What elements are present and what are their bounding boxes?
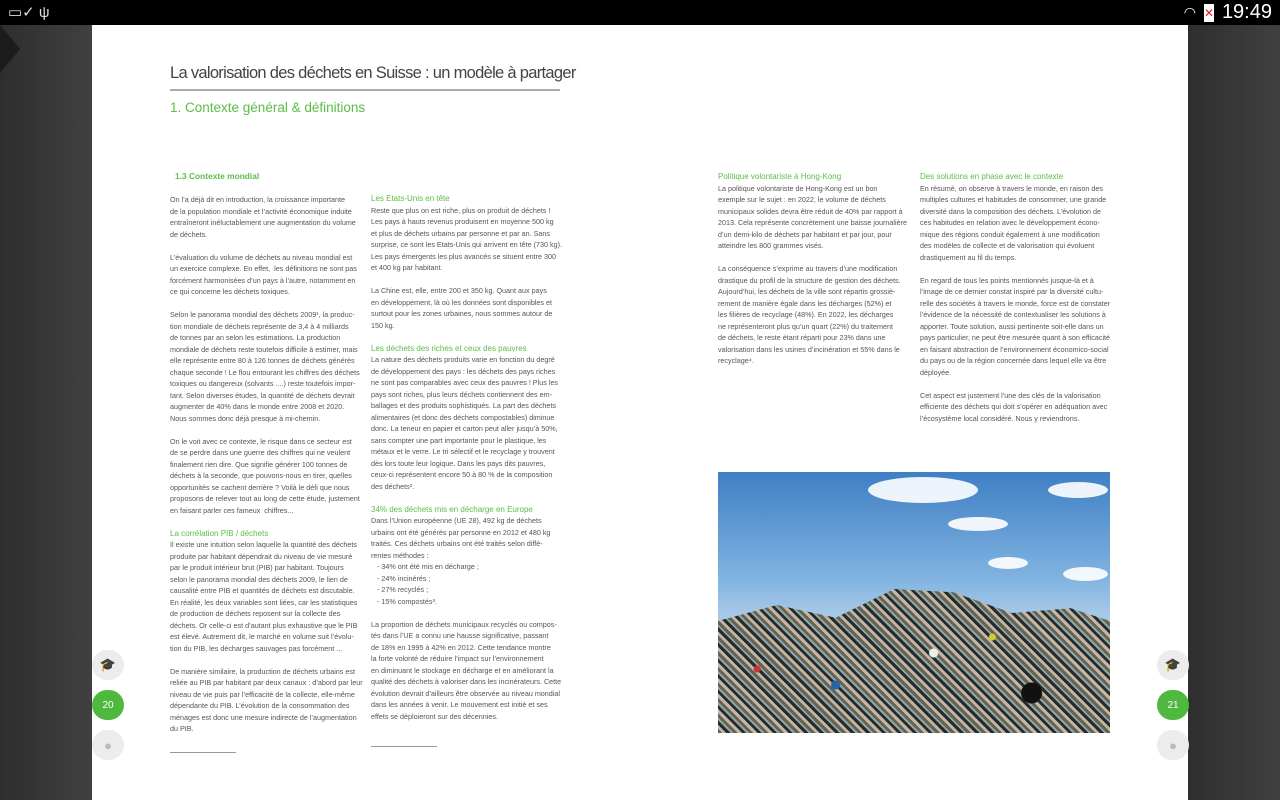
- text-line: chaque seconde ! Le flou entourant les chiffres des déchets: [170, 367, 360, 377]
- subsection-heading: La corrélation PIB / déchets: [170, 528, 269, 538]
- text-line: la forte volonté de réduire l’impact sur l’environnement: [371, 654, 544, 663]
- text-line: relle des sociétés à travers le monde, force est de constater: [920, 298, 1111, 308]
- paragraph: [170, 309, 370, 424]
- paragraph: [371, 619, 571, 723]
- text-line: et plus de déchets urbains par personne et par an. Sans: [371, 228, 551, 238]
- paragraph: [170, 252, 370, 298]
- text-section: [371, 193, 571, 331]
- text-line: en développement, là où les données sont disponibles et: [371, 297, 553, 307]
- text-line: Dans l’Union européenne (UE 28), 492 kg de déchets: [371, 516, 542, 525]
- text-line: La Chine est, elle, entre 200 et 350 kg. Quant aux pays: [371, 286, 547, 295]
- text-line: Reste que plus on est riche, plus on produit de déchets !: [371, 205, 551, 215]
- text-line: dès lors toute leur logique. Dans les pays dits pauvres,: [371, 458, 546, 468]
- paragraph: [920, 390, 1120, 425]
- text-line: En regard de tous les points mentionnés jusque-là et à: [920, 275, 1094, 285]
- text-line: rement de manière égale dans les décharges (52%) et: [718, 298, 892, 308]
- graduation-cap-icon[interactable]: 🎓: [1157, 650, 1189, 680]
- footnote-rule: [371, 746, 437, 747]
- text-line: En résumé, on observe à travers le monde, en raison des: [920, 183, 1103, 193]
- text-line: est élevé. Autrement dit, le marché en volume suit l’évolu-: [170, 632, 354, 641]
- text-line: En réalité, les deux variables sont liées, car les statistiques: [170, 597, 358, 607]
- text-line: déchets. Or celle-ci est d’autant plus exhaustive que le PIB: [170, 620, 358, 630]
- text-line: - 24% incinérés ;: [371, 573, 431, 583]
- text-line: Il existe une intuition selon laquelle la quantité des déchets: [170, 540, 358, 549]
- text-line: un exercice complexe. En effet, les définitions ne sont pas: [170, 264, 357, 273]
- paragraph: [920, 183, 1120, 264]
- text-line: d’un demi-kilo de déchets par habitant et par jour, pour: [718, 229, 892, 239]
- paragraph: [920, 275, 1120, 379]
- text-line: L’évaluation du volume de déchets au niveau mondial est: [170, 252, 353, 262]
- text-line: du pays ou de la région concernée dans lequel elle va être: [920, 356, 1107, 365]
- text-line: qualité des déchets à valoriser dans les incinérateurs. Cette: [371, 677, 562, 686]
- text-line: par le produit intérieur brut (PIB) par habitant. Toujours: [170, 563, 344, 572]
- text-line: diversité dans la composition des déchets. L’évolution de: [920, 206, 1101, 216]
- text-line: pays particulier, ne peut être mesurée quant à son efficacité: [920, 333, 1111, 342]
- graduation-cap-icon[interactable]: 🎓: [92, 650, 124, 680]
- paragraph: [170, 539, 370, 654]
- text-line: en diminuant le stockage en décharge et en améliorant la: [371, 665, 554, 675]
- text-line: valorisation dans les usines d’incinération et 55% dans le: [718, 344, 900, 354]
- section-heading: 1.3 Contexte mondial: [175, 171, 260, 181]
- text-line: multiples cultures et habitudes de consommer, une grande: [920, 195, 1107, 204]
- text-column-1: [170, 171, 370, 746]
- text-line: des déchets².: [371, 481, 415, 491]
- text-line: efficiente des déchets qui doit s’opérer en adéquation avec: [920, 402, 1108, 411]
- paragraph: [170, 666, 370, 735]
- subsection-heading: Les Etats-Unis en tête: [371, 194, 450, 203]
- text-line: selon le panorama mondial des déchets 2009, le lien de: [170, 574, 348, 584]
- text-line: métaux et le verre. Le tri sélectif et le recyclage y trouvent: [371, 447, 555, 456]
- subsection-heading: Politique volontariste à Hong-Kong: [718, 172, 842, 181]
- right-margin: [1188, 25, 1280, 800]
- text-line: dépendante du PIB. L’évolution de la consommation des: [170, 701, 350, 710]
- text-line: du PIB.: [170, 724, 194, 733]
- text-line: ne représenteront plus qu’un quart (22%) du traitement: [718, 321, 893, 331]
- text-line: tés dans l’UE a connu une hausse significative, passant: [371, 631, 549, 640]
- title-rule: [170, 89, 560, 91]
- text-line: - 34% ont été mis en décharge ;: [371, 562, 479, 571]
- text-line: - 15% compostés³.: [371, 596, 437, 606]
- text-line: en faisant parler ces fameux chiffres...: [170, 505, 294, 515]
- text-line: les filières de recyclage (48%). En 2022, les décharges: [718, 310, 894, 319]
- text-line: ceux-ci représentent encore 50 à 80 % de la composition: [371, 470, 553, 479]
- subsection-heading: 34% des déchets mis en décharge en Europe: [371, 504, 533, 514]
- previous-chevron-icon[interactable]: [0, 25, 20, 73]
- text-line: l’évidence de la nécessité de contextualiser les solutions à: [920, 310, 1106, 319]
- page-number-right[interactable]: 21: [1157, 690, 1189, 720]
- text-line: La conséquence s’exprime au travers d’une modification: [718, 264, 898, 273]
- text-line: proposons de relever tout au long de cette étude, justement: [170, 494, 360, 503]
- text-section: [371, 504, 571, 723]
- text-line: de déchets, le reste étant réparti pour 23% dans une: [718, 333, 886, 342]
- text-line: - 27% recyclés ;: [371, 585, 429, 594]
- text-line: de 18% en 1995 à 42% en 2012. Cette tendance montre: [371, 642, 551, 652]
- text-line: reliée au PIB par habitant par deux canaux : d’abord par leur: [170, 678, 363, 687]
- footnote-rule: [170, 752, 236, 753]
- text-line: mique des régions conduit également à une modification: [920, 229, 1100, 239]
- text-line: sans compter une part importante pour le plastique, les: [371, 435, 547, 445]
- text-line: l’image de ce dernier constat inspiré par la diversité cultu-: [920, 287, 1104, 296]
- text-line: finalement rien dire. Que signifie générer 100 tonnes de: [170, 459, 348, 469]
- text-line: ballages et des produits sophistiqués. La part des déchets: [371, 401, 556, 410]
- text-line: alimentaires (et donc des déchets compostables) diminue: [371, 412, 555, 422]
- text-line: causalité entre PIB et quantités de déchets est discutable.: [170, 586, 355, 595]
- text-line: Les pays émergents les plus avancés se situent entre 300: [371, 251, 556, 261]
- text-line: de tonnes par an selon les estimations. La production: [170, 333, 341, 342]
- text-section: [718, 171, 918, 367]
- paragraph: [371, 354, 571, 492]
- text-line: tion mondiale de déchets représente de 3,4 à 4 milliards: [170, 321, 349, 331]
- text-line: de déchets.: [170, 229, 208, 239]
- text-line: Les pays à hauts revenus produisent en moyenne 500 kg: [371, 217, 554, 226]
- text-line: surprise, ce sont les Etats-Unis qui arrivent en tête (730 kg).: [371, 240, 562, 249]
- text-line: des modèles de collecte et de valorisation qui évoluent: [920, 241, 1095, 250]
- text-line: déchets à la seconde, que pouvons-nous en tirer, quelles: [170, 471, 352, 480]
- text-section: [371, 343, 571, 493]
- text-line: ménages est donc une mesure indirecte de l’augmentation: [170, 712, 357, 722]
- text-line: On l’a déjà dit en introduction, la croissance importante: [170, 195, 345, 204]
- notification-icons: [8, 3, 50, 21]
- text-line: ces habitudes en relation avec le développement écono-: [920, 218, 1100, 227]
- text-line: l’écosystème local considéré. Nous y reviendrons.: [920, 413, 1080, 423]
- wifi-icon: ◠: [1183, 4, 1196, 20]
- text-line: déployée.: [920, 367, 952, 377]
- text-line: De manière similaire, la production de déchets urbains est: [170, 666, 355, 676]
- text-line: effets se déploieront sur des décennies.: [371, 711, 498, 721]
- landfill-photo: [718, 472, 1110, 733]
- text-line: donc. La teneur en papier et carton peut aller jusqu’à 50%,: [371, 424, 558, 433]
- text-column-3: [718, 171, 918, 378]
- text-line: 2013. Cela représente concrètement une baisse journalière: [718, 218, 907, 227]
- paragraph: [170, 194, 370, 240]
- text-line: Cet aspect est justement l’une des clés de la valorisation: [920, 390, 1101, 400]
- text-line: forcément harmonisées d’un pays à l’autre, notamment en: [170, 275, 356, 285]
- text-line: exemple sur le sujet : en 2022, le volume de déchets: [718, 195, 886, 204]
- text-line: augmenter de 40% dans le monde entre 2008 et 2020.: [170, 402, 345, 411]
- left-margin: [0, 25, 92, 800]
- text-section: [170, 528, 370, 735]
- text-line: toxiques ou dangereux (solvants ....) reste toutefois impor-: [170, 379, 356, 388]
- text-line: drastique du profil de la structure de gestion des déchets.: [718, 275, 901, 285]
- keyhole-icon[interactable]: ●: [1157, 730, 1189, 760]
- text-line: traités. Ces déchets urbains ont été traités selon diffé-: [371, 539, 543, 548]
- paragraph: [170, 436, 370, 517]
- text-line: 150 kg.: [371, 320, 395, 330]
- text-column-2: [371, 193, 571, 734]
- status-bar: [0, 0, 1280, 25]
- text-line: La nature des déchets produits varie en fonction du degré: [371, 355, 555, 364]
- subsection-heading: Les déchets des riches et ceux des pauvres: [371, 343, 527, 353]
- text-line: tion du PIB, les décharges sauvages pas forcément ...: [170, 643, 343, 653]
- text-line: opportunités se cachent derrière ? Voilà le défi que nous: [170, 482, 350, 492]
- text-line: de se perdre dans une guerre des chiffres qui ne veulent: [170, 448, 351, 457]
- subsection-heading: Des solutions en phase avec le contexte: [920, 172, 1064, 181]
- text-line: surtout pour les zones urbaines, nous sommes autour de: [371, 309, 553, 318]
- screen-check-icon: ▭✓: [8, 4, 35, 21]
- text-line: ne sont pas comparables avec ceux des pauvres ! Plus les: [371, 378, 558, 387]
- text-line: apporter. Toute solution, aussi pertinente soit-elle dans un: [920, 321, 1104, 331]
- text-line: niveau de vie puis par l’efficacité de la collecte, elle-même: [170, 689, 355, 699]
- text-line: de production de déchets reposent sur la collecte des: [170, 609, 341, 618]
- text-line: de développement des pays : les déchets des pays riches: [371, 366, 556, 376]
- text-line: entraîneront inéluctablement une augmentation du volume: [170, 218, 356, 227]
- document-title: La valorisation des déchets en Suisse : un modèle à partager: [170, 64, 576, 82]
- text-line: Nous sommes donc déjà presque à mi-chemin.: [170, 413, 321, 423]
- text-line: pays sont riches, plus leurs déchets contiennent des em-: [371, 389, 552, 399]
- paragraph: [371, 515, 571, 607]
- text-line: elle représente entre 80 à 126 tonnes de déchets générés: [170, 356, 355, 365]
- text-line: mondiale de déchets reste toutefois difficile à estimer, mais: [170, 344, 358, 354]
- usb-icon: ψ: [38, 4, 50, 21]
- text-line: rentes méthodes :: [371, 550, 429, 560]
- paragraph: [371, 285, 571, 331]
- text-line: produite par habitant dépendrait du niveau de vie mesuré: [170, 551, 353, 561]
- text-column-4: [920, 171, 1120, 436]
- battery-icon: ✕: [1203, 5, 1214, 20]
- clock: 19:49: [1221, 1, 1272, 23]
- text-line: et 400 kg par habitant.: [371, 263, 443, 272]
- text-line: La proportion de déchets municipaux recyclés ou compos-: [371, 619, 557, 629]
- paragraph: [718, 263, 918, 367]
- text-section: [170, 194, 370, 516]
- text-line: Selon le panorama mondial des déchets 2009¹, la produc-: [170, 310, 355, 319]
- keyhole-icon[interactable]: ●: [92, 730, 124, 760]
- text-line: On le voit avec ce contexte, le risque dans ce secteur est: [170, 436, 352, 446]
- text-section: [920, 171, 1120, 424]
- page-number-left[interactable]: 20: [92, 690, 124, 720]
- text-line: évolution devrait d’ailleurs être observée au niveau mondial: [371, 688, 560, 698]
- text-line: en faisant abstraction de l’environnement économico-social: [920, 344, 1109, 354]
- text-line: dans les années à venir. Le mouvement est initié et ses: [371, 700, 548, 709]
- paragraph: [371, 205, 571, 274]
- text-line: tant. Selon diverses études, la quantité de déchets devrait: [170, 390, 355, 400]
- text-line: municipaux solides devra être réduit de 40% par rapport à: [718, 206, 903, 216]
- text-line: recyclage⁴.: [718, 356, 754, 365]
- text-line: Aujourd’hui, les déchets de la ville sont répartis grossiè-: [718, 287, 896, 296]
- text-line: ce qui concerne les déchets toxiques.: [170, 287, 290, 296]
- text-line: de la population mondiale et l’activité économique induite: [170, 206, 352, 216]
- text-line: drastiquement au fil du temps.: [920, 252, 1017, 262]
- paragraph: [718, 183, 918, 252]
- text-line: urbains ont été générés par personne en 2012 et 480 kg: [371, 527, 551, 537]
- text-line: atteindre les 800 grammes visés.: [718, 241, 824, 250]
- text-line: La politique volontariste de Hong-Kong est un bon: [718, 183, 878, 193]
- chapter-subtitle: 1. Contexte général & définitions: [170, 100, 366, 115]
